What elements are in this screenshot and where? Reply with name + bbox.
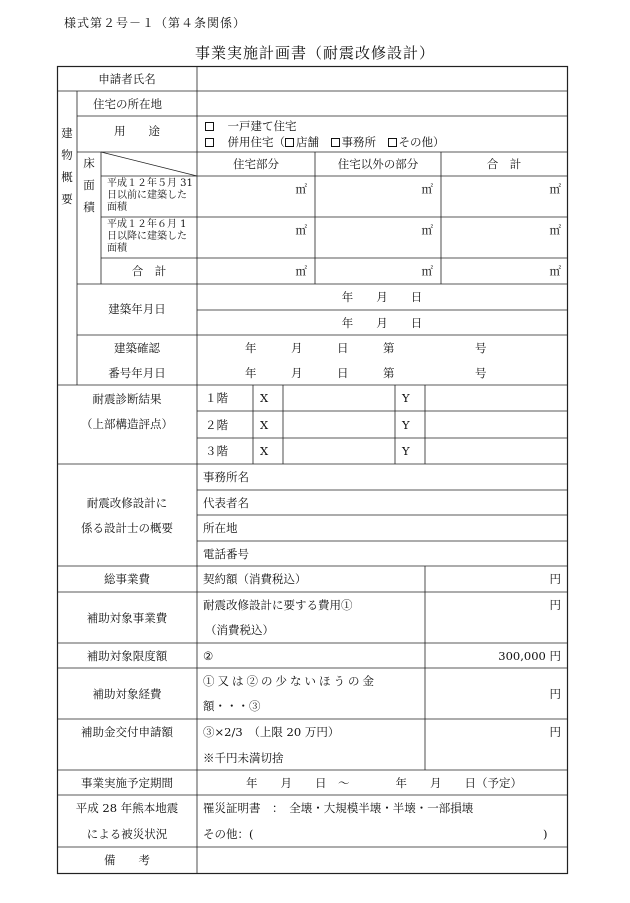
confirmation-date-label: 番号年月日 [108,366,166,380]
area-unit: ㎡ [295,264,307,278]
applicant-label: 申請者氏名 [98,72,156,86]
col-header-residential: 住宅部分 [233,157,279,171]
expense-unit: 円 [549,687,561,701]
floor-area-label: 床 面 積 [83,156,95,214]
grant-formula: ③×2/3 （上限 20 万円） [203,725,340,739]
checkbox-detached[interactable] [205,122,214,131]
total-cost-unit: 円 [549,572,561,586]
diagnosis-floor-2: ２階 [205,418,228,432]
floor-area-row-after-label: 平成１２年６月 1 日以降に建築した面積 [107,219,187,254]
total-cost-label: 総事業費 [104,572,150,586]
subsidy-target-label: 補助対象事業費 [86,611,168,625]
designer-office-name: 事務所名 [203,470,249,484]
total-cost-text: 契約額（消費税込） [203,572,307,586]
use-label: 用 途 [114,124,160,138]
grant-rounding-note: ※千円未満切捨 [203,751,284,765]
col-header-total: 合 計 [486,157,522,171]
diagnosis-label: 耐震診断結果 [92,392,162,406]
use-option-detached[interactable]: 一戸建て住宅 [205,119,297,133]
expense-text-2: 額・・・③ [203,699,261,713]
floor-area-total-label: 合 計 [131,264,167,278]
floor-area-row-before-label: 平成１２年５月 31日以前に建築した面積 [107,178,193,213]
area-unit: ㎡ [421,182,433,196]
grant-label: 補助金交付申請額 [81,725,173,739]
address-label: 住宅の所在地 [93,97,162,111]
build-date-line2[interactable]: 年 月 日 [341,316,423,330]
expense-label: 補助対象経費 [92,687,162,701]
area-unit: ㎡ [549,223,561,237]
diagnosis-y-label: Y [402,444,410,458]
subsidy-target-tax-note: （消費税込） [205,623,274,637]
designer-label: 耐震改修設計に [86,496,168,510]
schedule-label: 事業実施予定期間 [81,776,173,790]
checkbox-other[interactable] [388,138,397,147]
diagnosis-x-label: X [260,418,269,432]
designer-sub-label: 係る設計士の概要 [81,521,173,535]
diagnosis-sub-label: （上部構造評点） [81,417,173,431]
grant-unit: 円 [549,725,561,739]
disaster-label: 平成 28 年熊本地震 [75,801,179,815]
area-unit: ㎡ [421,264,433,278]
schedule-period[interactable]: 年 月 日 ～ 年 月 日（予定） [246,776,522,790]
designer-phone: 電話番号 [203,547,249,561]
disaster-certificate: 罹災証明書 ： 全壊・大規模半壊・半壊・一部損壊 [203,801,474,815]
disaster-sub-label: による被災状況 [86,827,168,841]
building-group-label: 建 物 概 要 [61,126,73,206]
disaster-other-close: ) [543,827,548,841]
diagnosis-y-label: Y [402,391,410,405]
checkbox-shop[interactable] [285,138,294,147]
checkbox-office[interactable] [331,138,340,147]
remarks-label: 備 考 [104,853,150,867]
subsidy-target-text: 耐震改修設計に要する費用① [203,598,353,612]
diagnosis-y-label: Y [402,418,410,432]
area-unit: ㎡ [549,182,561,196]
area-unit: ㎡ [295,223,307,237]
expense-text: ①又は②の少ないほうの金 [203,674,377,688]
designer-representative: 代表者名 [203,496,249,510]
document-title: 事業実施計画書（耐震改修設計） [194,44,435,62]
checkbox-mixed[interactable] [205,138,214,147]
area-unit: ㎡ [549,264,561,278]
form-label: 様式第２号－１（第４条関係） [64,16,247,30]
diagnosis-floor-1: １階 [205,391,228,405]
diagnosis-floor-3: ３階 [205,444,228,458]
confirmation-line2[interactable]: 年 月 日 第 号 [245,366,487,380]
diagnosis-x-label: X [260,391,269,405]
build-date-label: 建築年月日 [108,302,166,316]
confirmation-line1[interactable]: 年 月 日 第 号 [245,341,487,355]
area-unit: ㎡ [295,182,307,196]
col-header-non-residential: 住宅以外の部分 [337,157,419,171]
area-unit: ㎡ [421,223,433,237]
subsidy-target-unit: 円 [549,598,561,612]
limit-amount: 300,000 円 [498,649,561,663]
disaster-other[interactable]: その他：( [203,827,254,841]
confirmation-label: 建築確認 [114,341,160,355]
designer-address: 所在地 [203,521,238,535]
build-date-line1[interactable]: 年 月 日 [341,290,423,304]
diagnosis-x-label: X [260,444,269,458]
use-option-mixed[interactable]: 併用住宅（ 店舗 事務所 その他） [205,135,445,149]
limit-label: 補助対象限度額 [86,649,168,663]
limit-marker: ② [203,649,214,663]
